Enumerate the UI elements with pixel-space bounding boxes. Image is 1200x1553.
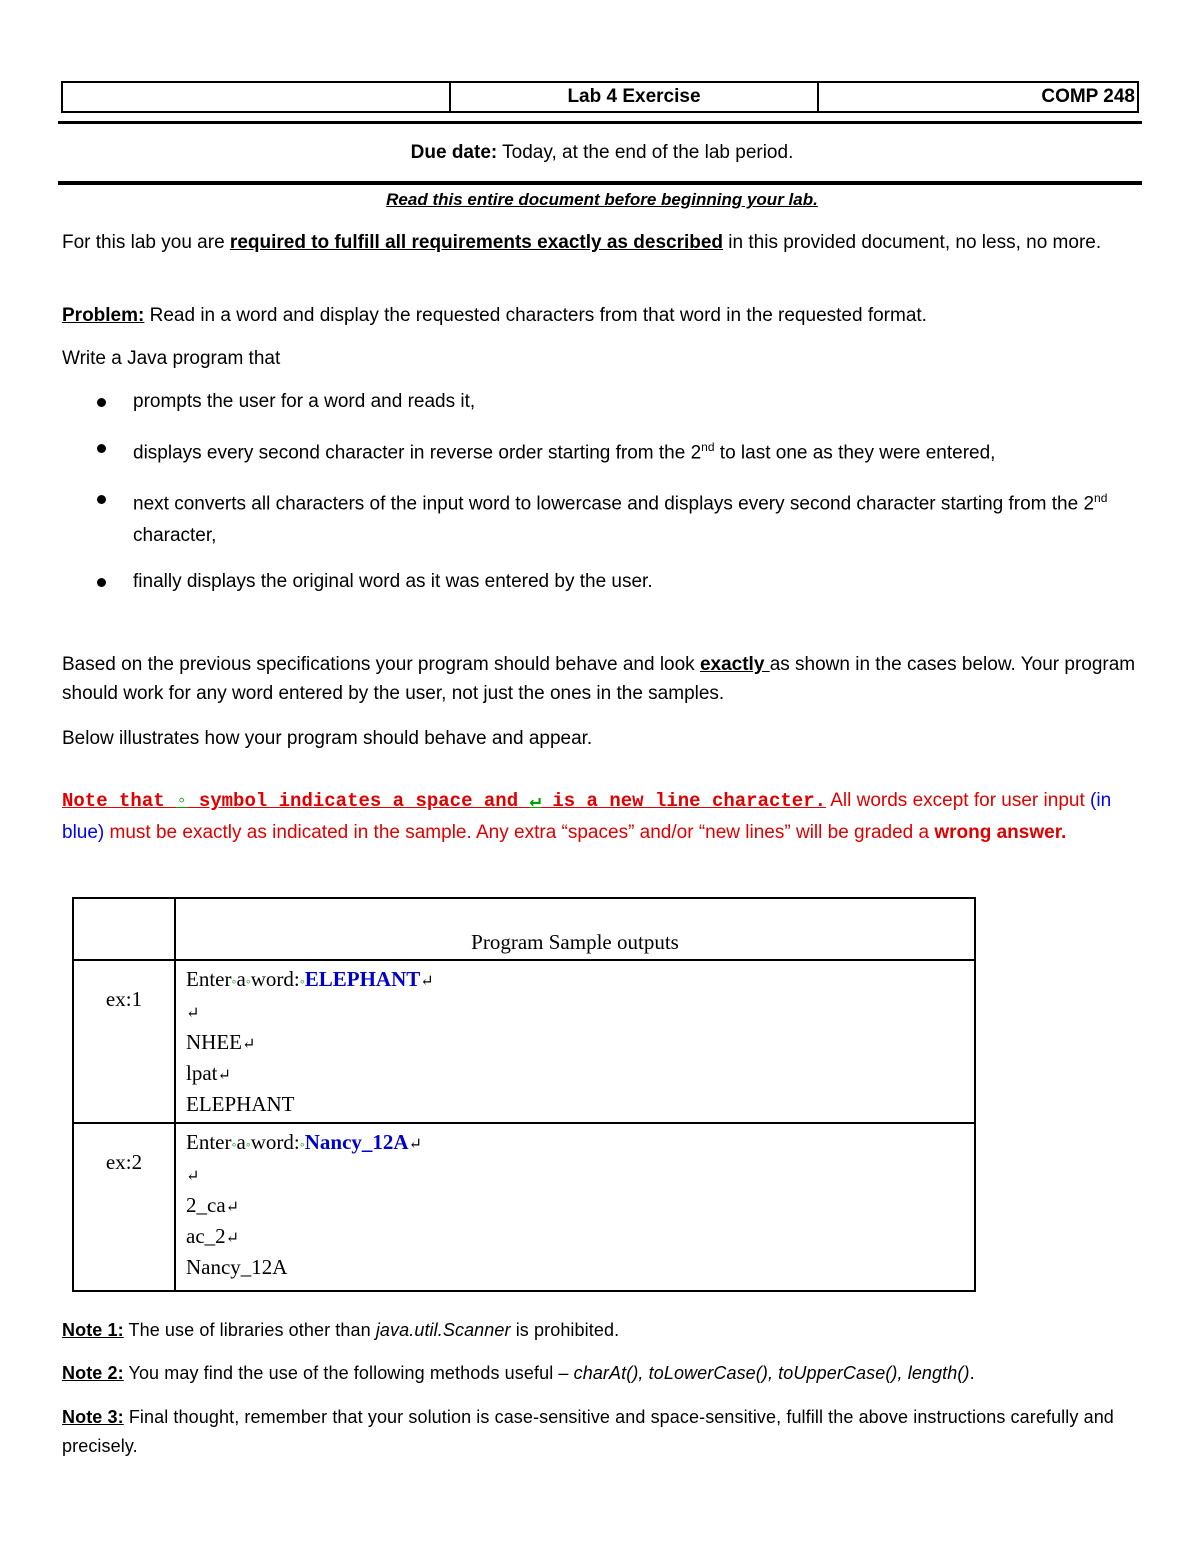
note-label: Note 2: [62,1363,124,1383]
output-text: lpat [186,1061,218,1085]
requirement-text: displays every second character in reverse order starting from the 2 [133,442,702,464]
user-input: Nancy_12A [304,1130,409,1154]
user-input: ELEPHANT [304,967,421,991]
newline-icon: ↵ [217,1067,231,1084]
newline-icon: ↵ [186,1168,200,1185]
note-italic: java.util.Scanner [375,1320,511,1340]
space-symbol-icon: ◦ [245,1138,251,1153]
note-text: . [969,1363,975,1383]
space-symbol-icon: ◦ [176,790,188,812]
list-item [62,483,1142,550]
newline-icon: ↵ [186,1005,200,1022]
sample-outputs-table [72,897,976,1292]
read-notice-text: Read this entire document before beginning your lab. [386,190,818,209]
output-line [186,1028,964,1059]
output-text: NHEE [186,1030,242,1054]
table-row [73,1123,975,1291]
output-line [186,1191,964,1222]
write-intro: Write a Java program that [62,348,281,369]
based-on-emphasis: exactly [699,654,770,675]
prompt-text: word: [250,1130,300,1154]
output-line: ELEPHANT [186,1092,295,1116]
newline-icon: ↵ [408,1136,422,1153]
note-label: Note 3: [62,1407,124,1427]
output-line [186,1160,964,1191]
superscript: nd [1094,491,1108,506]
list-item [62,432,1142,468]
based-on-pre: Based on the previous specifications your program should behave and look [62,654,700,675]
newline-icon: ↵ [242,1036,256,1053]
note-text: is prohibited. [510,1320,620,1340]
bullet-icon [97,444,106,453]
below-paragraph: Below illustrates how your program should behave and appear. [62,728,593,749]
example-output [175,960,975,1123]
table-header-empty [73,898,175,960]
header-divider [58,121,1142,124]
space-symbol-icon: ◦ [245,975,251,990]
warning-text-2: must be exactly as indicated in the sample. Any extra “spaces” and/or “new lines” will be graded a [104,822,935,843]
intro-paragraph [62,228,1142,257]
header-cell-empty [63,83,451,111]
read-notice [62,185,1142,214]
requirements-list [62,386,1142,612]
warning-mono-b: symbol indicates a space and [187,790,530,812]
requirement-tail: to last one as they were entered, [714,442,996,464]
note-text: Final thought, remember that your solution is case-sensitive and space-sensitive, fulfill the above instructions carefully and precisely. [62,1407,1114,1456]
prompt-text: Enter [186,1130,232,1154]
warning-mono-c: is a new line character. [540,790,826,812]
list-item [62,566,1142,597]
space-symbol-icon: ◦ [231,1138,237,1153]
problem-paragraph [62,301,1142,330]
due-date [62,138,1142,167]
output-text: ac_2 [186,1224,226,1248]
warning-blue-text: (in blue) [62,790,1112,843]
due-date-text: Today, at the end of the lab period. [497,142,794,163]
note-label: Note 1: [62,1320,124,1340]
header-table [61,81,1139,113]
table-row [73,960,975,1123]
prompt-line [186,1128,964,1160]
output-line: Nancy_12A [186,1255,288,1279]
prompt-text: word: [250,967,300,991]
requirement-text: finally displays the original word as it was entered by the user. [133,570,653,592]
warning-note [62,785,1142,848]
output-line [186,997,964,1028]
superscript: nd [701,440,715,454]
newline-icon: ↵ [420,973,434,990]
note-text: The use of libraries other than [123,1320,376,1340]
prompt-text: a [236,1130,246,1154]
bullet-icon [97,398,106,407]
intro-post: in this provided document, no less, no more. [723,232,1102,253]
table-row [73,898,975,960]
due-date-label: Due date: [410,142,498,163]
based-on-post: as shown in the cases below. Your program should work for any word entered by the user, not just the ones in the samples. [62,654,1136,704]
problem-text: Read in a word and display the requested characters from that word in the requested format. [144,305,927,326]
table-header: Program Sample outputs [175,898,975,960]
example-output [175,1123,975,1291]
newline-icon: ↵ [225,1199,240,1216]
requirement-text: next converts all characters of the input word to lowercase and displays every second character starting from the 2 [133,493,1095,515]
warning-mono-a: Note that [62,790,177,812]
requirement-tail: character, [133,524,217,546]
requirement-text: prompts the user for a word and reads it, [133,391,476,412]
bullet-icon [97,495,106,504]
prompt-line [186,965,964,997]
problem-label: Problem: [62,305,145,326]
space-symbol-icon: ◦ [231,975,237,990]
newline-icon: ↵ [225,1230,240,1247]
list-item [62,386,1142,417]
note-italic: charAt(), toLowerCase(), toUpperCase(), length() [573,1363,970,1383]
space-symbol-icon: ◦ [299,1138,305,1153]
example-label: ex:2 [73,1123,175,1291]
intro-emphasis: required to fulfill all requirements exactly as described [229,232,724,253]
note-3 [62,1403,1142,1461]
note-2 [62,1359,1142,1388]
bullet-icon [97,578,106,587]
output-line [186,1222,964,1253]
intro-pre: For this lab you are [62,232,230,253]
example-label: ex:1 [73,960,175,1123]
warning-bold: wrong answer. [934,822,1067,843]
newline-symbol-icon: ↵ [529,790,541,812]
output-line [186,1059,964,1090]
prompt-text: Enter [186,967,232,991]
warning-text-1: All words except for user input [826,790,1091,811]
space-symbol-icon: ◦ [299,975,305,990]
lab-title: Lab 4 Exercise [451,83,819,111]
based-on-paragraph [62,650,1142,708]
course-code: COMP 248 [1041,86,1135,107]
output-text: 2_ca [186,1193,226,1217]
note-1 [62,1316,1142,1345]
note-text: You may find the use of the following methods useful – [123,1363,574,1383]
prompt-text: a [236,967,246,991]
